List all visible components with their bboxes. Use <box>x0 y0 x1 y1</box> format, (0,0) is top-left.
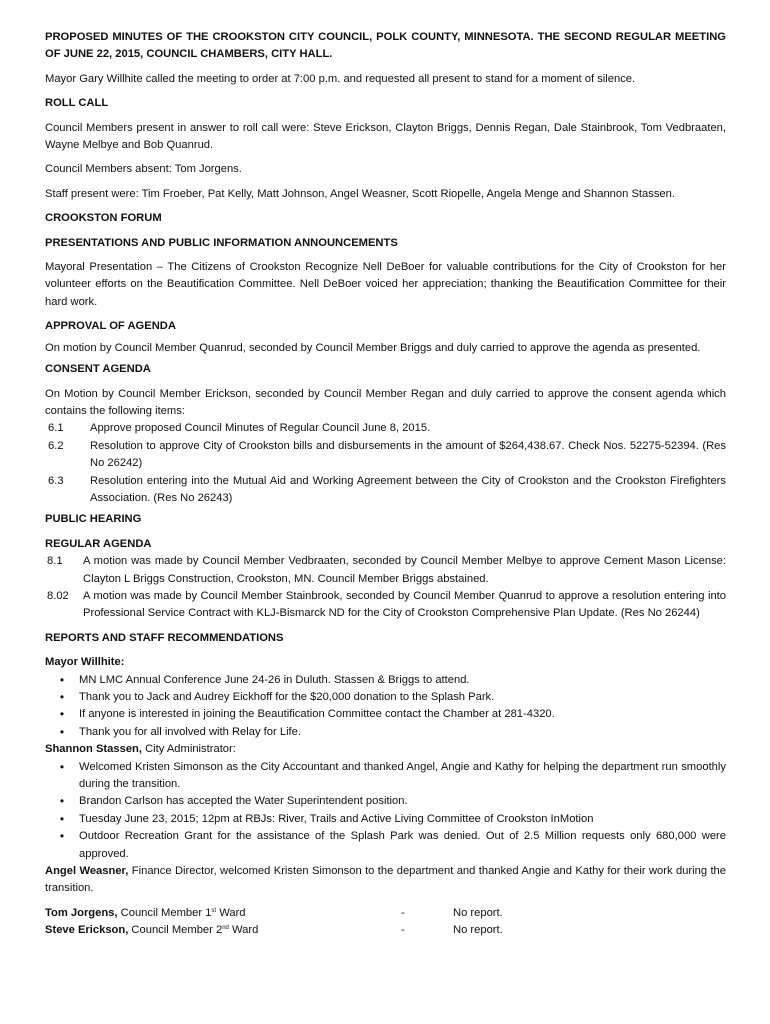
admin-name: Shannon Stassen, <box>45 743 142 756</box>
consent-item-number: 6.1 <box>48 422 64 435</box>
consent-item <box>45 438 726 473</box>
report-value: No report. <box>453 906 503 919</box>
consent-items <box>45 420 726 507</box>
members-present: Council Members present in answer to roll call were: Steve Erickson, Clayton Briggs, Dennis Regan, Dale Stainbrook, Tom Vedbraaten, Wayne Melbye and Bob Quanrud. <box>45 121 726 152</box>
consent-text: On Motion by Council Member Erickson, seconded by Council Member Regan and duly carried to approve the consent agenda which contains the following items: <box>45 387 726 417</box>
council-report-row <box>45 905 726 922</box>
presentations-text: Mayoral Presentation – The Citizens of Crookston Recognize Nell DeBoer for valuable contributions for the City of Crookston for her volunteer efforts on the Beautification Committee. Nell DeBoer voiced her appreciation; thanking the Beautification Committee for their hard work. <box>45 261 726 308</box>
regular-item-number: 8.02 <box>47 589 69 602</box>
consent-item-text: Resolution entering into the Mutual Aid and Working Agreement between the City of Crookston and the Crookston Firefighters Association. (Res No 26243) <box>90 474 726 504</box>
reports-heading: REPORTS AND STAFF RECOMMENDATIONS <box>45 631 284 644</box>
regular-item-number: 8.1 <box>47 555 63 568</box>
minutes-document <box>45 29 726 940</box>
admin-list <box>45 759 726 863</box>
roll-call-heading: ROLL CALL <box>45 97 109 110</box>
report-value: No report. <box>453 924 503 937</box>
regular-agenda-heading: REGULAR AGENDA <box>45 537 152 550</box>
public-hearing-heading: PUBLIC HEARING <box>45 513 142 526</box>
regular-items <box>45 553 726 623</box>
consent-item-text: Approve proposed Council Minutes of Regular Council June 8, 2015. <box>90 422 431 435</box>
list-item: • Tuesday June 23, 2015; 12pm at RBJs: River, Trails and Active Living Committee of Crookston InMotion <box>45 811 726 828</box>
list-item: • If anyone is interested in joining the Beautification Committee contact the Chamber at 281-4320. <box>45 706 726 723</box>
presentations-heading: PRESENTATIONS AND PUBLIC INFORMATION ANNOUNCEMENTS <box>45 236 398 249</box>
list-item: • Thank you to Jack and Audrey Eickhoff for the $20,000 donation to the Splash Park. <box>45 689 726 706</box>
consent-item-number: 6.3 <box>48 474 64 487</box>
bullet-icon: • <box>59 829 65 844</box>
council-member: Steve Erickson, Council Member 2nd Ward <box>45 924 259 937</box>
list-item: • Welcomed Kristen Simonson as the City Accountant and thanked Angel, Angie and Kathy for helping the department run smoothly during the transition. <box>45 759 726 794</box>
regular-item <box>45 588 726 623</box>
list-item: • Thank you for all involved with Relay for Life. <box>45 724 726 741</box>
bullet-icon: • <box>59 759 65 774</box>
consent-item <box>45 473 726 508</box>
list-item: • MN LMC Annual Conference June 24-26 in Duluth. Stassen & Briggs to attend. <box>45 672 726 689</box>
forum-heading: CROOKSTON FORUM <box>45 212 162 225</box>
council-reports <box>45 905 726 940</box>
bullet-icon: • <box>59 707 65 722</box>
admin-label <box>45 741 726 758</box>
council-member: Tom Jorgens, Council Member 1st Ward <box>45 906 246 919</box>
council-report-row <box>45 922 726 939</box>
bullet-icon: • <box>59 811 65 826</box>
bullet-icon: • <box>59 672 65 687</box>
bullet-icon: • <box>59 690 65 704</box>
intro-paragraph: Mayor Gary Willhite called the meeting to order at 7:00 p.m. and requested all present to stand for a moment of silence. <box>45 72 636 85</box>
consent-item-number: 6.2 <box>48 439 64 452</box>
document-title: PROPOSED MINUTES OF THE CROOKSTON CITY COUNCIL, POLK COUNTY, MINNESOTA. THE SECOND REGULAR MEETING OF JUNE 22, 2015, COUNCIL CHAMBERS, CITY HALL. <box>45 31 726 61</box>
staff-present: Staff present were: Tim Froeber, Pat Kelly, Matt Johnson, Angel Weasner, Scott Riopelle, Angela Menge and Shannon Stassen. <box>45 187 675 200</box>
admin-role: City Administrator: <box>141 743 236 756</box>
bullet-icon: • <box>59 724 65 739</box>
list-item: • Brandon Carlson has accepted the Water Superintendent position. <box>45 793 726 810</box>
finance-report <box>45 863 726 898</box>
mayor-label: Mayor Willhite: <box>45 656 125 669</box>
bullet-icon: • <box>59 794 65 809</box>
mayor-list <box>45 672 726 742</box>
regular-item-text: A motion was made by Council Member Stainbrook, seconded by Council Member Quanrud to approve a resolution entering into Professional Service Contract with KLJ-Bismarck ND for the City of Crookston Comprehensive Plan Update. (Res No 26244) <box>83 589 726 620</box>
consent-item <box>45 420 726 437</box>
regular-item <box>45 553 726 588</box>
approval-heading: APPROVAL OF AGENDA <box>45 320 176 333</box>
finance-text: Finance Director, welcomed Kristen Simonson to the department and thanked Angie and Kathy for their work during the transition. <box>45 865 726 895</box>
approval-text: On motion by Council Member Quanrud, seconded by Council Member Briggs and duly carried to approve the agenda as presented. <box>45 341 701 354</box>
consent-heading: CONSENT AGENDA <box>45 363 151 376</box>
finance-name: Angel Weasner, <box>45 865 129 878</box>
list-item: • Outdoor Recreation Grant for the assistance of the Splash Park was denied. Out of 2.5 Million requests only 680,000 were approved. <box>45 828 726 863</box>
members-absent: Council Members absent: Tom Jorgens. <box>45 163 242 176</box>
regular-item-text: A motion was made by Council Member Vedbraaten, seconded by Council Member Melbye to approve Cement Mason License: Clayton L Briggs Construction, Crookston, MN. Council Member Briggs abstained. <box>83 555 726 585</box>
dash-separator: - <box>401 906 405 919</box>
dash-separator: - <box>401 924 405 937</box>
consent-item-text: Resolution to approve City of Crookston bills and disbursements in the amount of $264,438.67. Check Nos. 52275-52394. (Res No 26242) <box>90 439 726 470</box>
